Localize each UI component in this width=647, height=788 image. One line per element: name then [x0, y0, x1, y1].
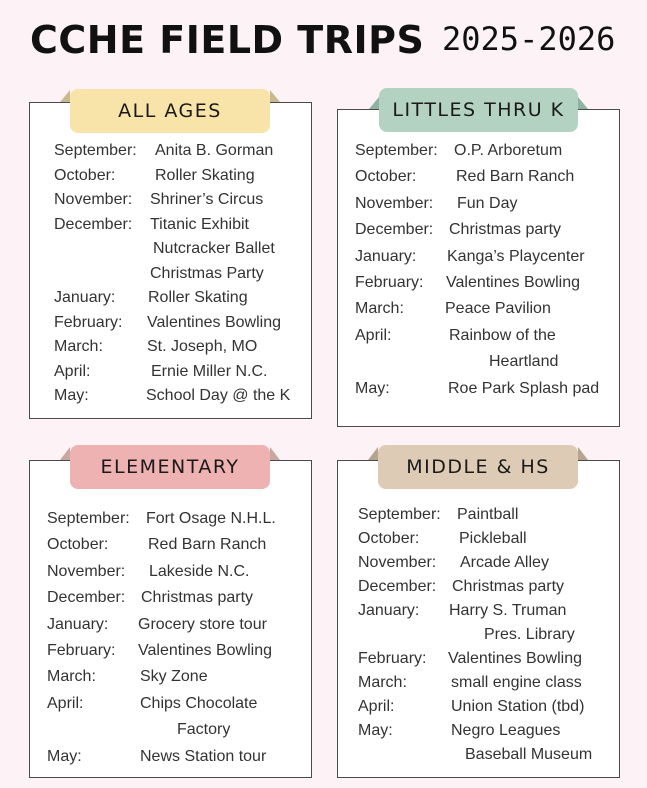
trip-name: Valentines Bowling	[138, 642, 273, 659]
littles-title: LITTLES THRU K	[392, 99, 565, 121]
trip-name: Rainbow of the	[449, 326, 556, 344]
month-label: March:	[47, 668, 96, 686]
trip-name: Harry S. Truman	[449, 602, 567, 619]
trip-name: Sky Zone	[140, 668, 208, 686]
trip-name: Arcade Alley	[460, 554, 549, 571]
trip-name: Baseball Museum	[465, 746, 593, 763]
month-label: October:	[355, 168, 417, 186]
trip-name: Lakeside N.C.	[149, 562, 250, 580]
month-label: January:	[358, 602, 420, 619]
month-label: April:	[358, 698, 395, 715]
trip-name: News Station tour	[140, 747, 267, 765]
month-label: May:	[358, 722, 393, 739]
elementary-tab-fold-right	[270, 447, 280, 460]
month-label: February:	[355, 274, 424, 291]
month-label: September:	[355, 142, 438, 159]
trip-name: Christmas Party	[150, 264, 264, 282]
trip-name: Pickleball	[459, 530, 527, 547]
month-label: May:	[355, 379, 390, 397]
trip-name: Roe Park Splash pad	[448, 379, 600, 397]
month-label: September:	[47, 510, 130, 527]
month-label: December:	[355, 221, 434, 239]
month-label: September:	[54, 142, 137, 159]
trip-name: O.P. Arboretum	[454, 142, 563, 159]
month-label: February:	[54, 313, 123, 331]
elementary-tab	[70, 445, 270, 489]
month-label: December:	[47, 589, 126, 607]
trip-name: Pres. Library	[484, 626, 575, 643]
month-label: December:	[54, 215, 133, 233]
page-title: CCHE FIELD TRIPS	[30, 18, 425, 62]
month-label: November:	[355, 194, 434, 212]
middle-hs-title: MIDDLE & HS	[406, 456, 550, 478]
all-ages-tab	[70, 89, 270, 133]
trip-name: Paintball	[457, 506, 519, 523]
month-label: November:	[54, 191, 133, 208]
month-label: November:	[358, 554, 437, 571]
littles-tab	[379, 88, 578, 132]
all-ages-tab-fold-right	[270, 90, 280, 102]
month-label: January:	[54, 289, 116, 306]
trip-name: Peace Pavilion	[445, 300, 551, 318]
trip-name: Red Barn Ranch	[456, 168, 575, 186]
month-label: September:	[358, 506, 441, 523]
trip-name: Valentines Bowling	[446, 274, 581, 291]
month-label: March:	[54, 338, 103, 355]
month-label: October:	[47, 536, 109, 554]
all-ages-tab-fold-left	[60, 90, 70, 102]
month-label: March:	[358, 674, 407, 691]
trip-name: Christmas party	[141, 589, 254, 607]
trip-name: Kanga’s Playcenter	[447, 247, 585, 265]
littles-tab-fold-left	[369, 97, 379, 109]
month-label: May:	[47, 747, 82, 765]
trip-name: Factory	[177, 721, 231, 739]
trip-name: Grocery store tour	[138, 615, 267, 633]
trip-name: Shriner’s Circus	[150, 191, 264, 208]
trip-name: School Day @ the K	[146, 387, 291, 404]
trip-name: Fun Day	[457, 194, 518, 212]
trip-name: Christmas party	[452, 578, 565, 595]
month-label: October:	[358, 530, 420, 547]
trip-name: Roller Skating	[155, 166, 255, 184]
trip-name: Anita B. Gorman	[155, 142, 274, 159]
middle-hs-tab-fold-right	[578, 447, 588, 460]
trip-name: Titanic Exhibit	[150, 215, 249, 233]
trip-name: Christmas party	[449, 221, 562, 239]
trip-name: Valentines Bowling	[147, 313, 282, 331]
trip-name: St. Joseph, MO	[147, 338, 258, 355]
month-label: April:	[355, 326, 392, 344]
trip-name: Negro Leagues	[451, 722, 561, 739]
month-label: January:	[355, 247, 417, 265]
trip-name: small engine class	[451, 674, 582, 691]
month-label: October:	[54, 166, 116, 184]
school-year: 2025-2026	[442, 20, 616, 58]
month-label: May:	[54, 387, 89, 404]
trip-name: Nutcracker Ballet	[153, 240, 275, 257]
month-label: April:	[47, 694, 84, 712]
trip-name: Union Station (tbd)	[451, 698, 585, 715]
trip-name: Ernie Miller N.C.	[151, 362, 268, 380]
month-label: November:	[47, 562, 126, 580]
trip-name: Chips Chocolate	[140, 694, 258, 712]
month-label: March:	[355, 300, 404, 318]
middle-hs-tab-fold-left	[368, 447, 378, 460]
trip-name: Valentines Bowling	[448, 650, 583, 667]
month-label: April:	[54, 362, 91, 380]
trip-name: Roller Skating	[148, 289, 248, 306]
trip-name: Heartland	[489, 353, 559, 371]
trip-name: Red Barn Ranch	[148, 536, 267, 554]
littles-tab-fold-right	[578, 97, 588, 109]
month-label: December:	[358, 578, 437, 595]
month-label: January:	[47, 615, 109, 633]
month-label: February:	[47, 642, 116, 659]
middle-hs-tab	[378, 445, 578, 489]
month-label: February:	[358, 650, 427, 667]
elementary-tab-fold-left	[60, 447, 70, 460]
elementary-title: ELEMENTARY	[100, 456, 240, 478]
trip-name: Fort Osage N.H.L.	[146, 510, 276, 527]
all-ages-title: ALL AGES	[118, 100, 222, 122]
